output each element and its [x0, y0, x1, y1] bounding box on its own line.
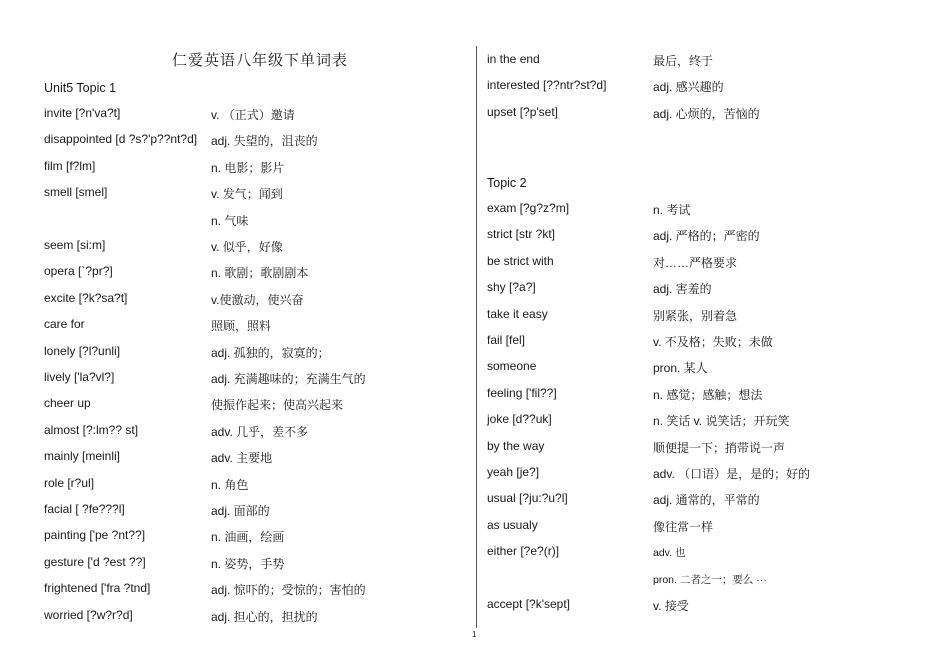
- vocab-word: seem [si:m]: [44, 238, 106, 252]
- vocab-word: in the end: [487, 52, 540, 66]
- vocab-word: excite [?k?sa?t]: [44, 290, 128, 305]
- vocab-word: film [f?lm]: [44, 158, 96, 173]
- vocab-definition: n. 气味: [211, 213, 249, 228]
- vocab-entry: [44, 449, 464, 467]
- vocab-entry: [487, 465, 907, 483]
- vocab-definition: n. 角色: [211, 477, 249, 492]
- vocab-word: take it easy: [487, 306, 548, 321]
- vocab-definition: adj. 心烦的，苦恼的: [653, 106, 760, 121]
- vocab-definition: v. 似乎，好像: [211, 240, 283, 254]
- vocab-entry: [487, 105, 907, 123]
- vocab-definition: n. 歌剧；歌剧剧本: [211, 266, 309, 281]
- unit-heading: Unit5 Topic 1: [44, 81, 117, 95]
- vocab-definition: pron. 某人: [653, 361, 708, 376]
- vocab-definition: 对……严格要求: [653, 255, 738, 270]
- vocab-word: care for: [44, 317, 85, 332]
- vocab-word: invite [?n'va?t]: [44, 106, 121, 120]
- vocab-word: frightened ['fra ?tnd]: [44, 581, 151, 596]
- vocab-definition: v.使激动，使兴奋: [211, 292, 304, 307]
- vocab-definition: adj. 失望的，沮丧的: [211, 134, 318, 149]
- vocab-word: smell [smel]: [44, 185, 108, 200]
- vocab-definition: n. 油画，绘画: [211, 530, 285, 545]
- vocab-definition: adj. 惊吓的；受惊的；害怕的: [211, 583, 366, 598]
- vocab-definition: v. 发气；闻到: [211, 187, 283, 202]
- vocab-definition: n. 感觉；感触；想法: [653, 387, 763, 402]
- vocab-word: mainly [meinli]: [44, 449, 121, 464]
- vocab-entry: [487, 518, 907, 536]
- vocab-word: shy [?a?]: [487, 280, 536, 295]
- vocab-entry: [487, 544, 907, 562]
- vocab-word: be strict with: [487, 253, 554, 268]
- vocab-word: worried [?w?r?d]: [44, 607, 133, 622]
- vocab-definition: adv. （口语）是，是的；好的: [653, 467, 811, 481]
- vocab-entry: [487, 52, 907, 70]
- vocab-word: accept [?k'sept]: [487, 597, 571, 611]
- vocab-definition: v. （正式）邀请: [211, 108, 295, 122]
- vocab-word: lively ['la?vl?]: [44, 370, 115, 384]
- vocab-entry: [44, 212, 464, 230]
- vocab-entry: [44, 476, 464, 494]
- vocab-definition: n. 考试: [653, 203, 691, 217]
- vocab-definition: v. 不及格；失败；未做: [653, 335, 773, 349]
- vocab-word: role [r?ul]: [44, 475, 95, 490]
- page-number: 1: [472, 630, 477, 639]
- vocab-entry: [487, 359, 907, 377]
- vocab-definition: 顺便提一下；捎带说一声: [653, 440, 786, 455]
- vocab-definition: adj. 严格的；严密的: [653, 229, 760, 244]
- vocab-entry: [44, 581, 464, 599]
- vocab-word: disappointed [d ?s?'p??nt?d]: [44, 132, 198, 147]
- vocab-entry: [44, 185, 464, 203]
- vocab-entry: [487, 439, 907, 457]
- vocab-word: painting ['pe ?nt??]: [44, 528, 146, 543]
- vocab-entry: [487, 386, 907, 404]
- vocab-entry: [44, 317, 464, 335]
- vocab-entry: [487, 78, 907, 96]
- vocab-entry: [487, 307, 907, 325]
- vocab-word: lonely [?l?unli]: [44, 343, 121, 358]
- vocab-definition: pron. 二者之一；要么 ···: [653, 573, 767, 586]
- vocab-definition: adj. 害羞的: [653, 282, 712, 297]
- vocab-definition: adj. 面部的: [211, 504, 270, 518]
- vocab-definition: adv. 也: [653, 547, 686, 560]
- vocab-definition: 最后，终于: [653, 54, 714, 68]
- vocab-definition: 像往常一样: [653, 519, 714, 534]
- vocab-word: feeling ['fil??]: [487, 385, 557, 400]
- vocab-entry: [44, 264, 464, 282]
- vocab-definition: n. 姿势，手势: [211, 556, 285, 571]
- vocab-definition: adj. 通常的，平常的: [653, 493, 760, 508]
- vocab-word: exam [?g?z?m]: [487, 201, 570, 215]
- vocab-word: upset [?p'set]: [487, 104, 559, 119]
- vocab-word: fail [fel]: [487, 333, 526, 347]
- vocab-definition: n. 电影；影片: [211, 160, 285, 175]
- vocab-word: as usualy: [487, 517, 538, 532]
- vocab-entry: [44, 238, 464, 256]
- vocab-entry: [487, 280, 907, 298]
- vocab-definition: v. 接受: [653, 599, 689, 613]
- vocab-entry: [44, 528, 464, 546]
- topic2-heading: Topic 2: [487, 176, 527, 190]
- vocab-definition: 别紧张，别着急: [653, 308, 738, 323]
- vocab-definition: adj. 担心的，担扰的: [211, 609, 318, 624]
- vocab-entry: [487, 412, 907, 430]
- vocab-entry: [487, 227, 907, 245]
- vocab-definition: n. 笑话 v. 说笑话；开玩笑: [653, 414, 790, 429]
- vocab-word: facial [ ?fe???l]: [44, 502, 125, 516]
- vocab-entry: [44, 502, 464, 520]
- vocab-word: gesture ['d ?est ??]: [44, 554, 146, 569]
- vocab-entry: [487, 597, 907, 615]
- vocab-entry: [44, 608, 464, 626]
- vocab-entry: [44, 132, 464, 150]
- vocab-entry: [487, 333, 907, 351]
- vocab-word: almost [?:lm?? st]: [44, 422, 139, 437]
- vocab-definition: adv. 几乎，差不多: [211, 424, 309, 439]
- vocab-word: opera [`?pr?]: [44, 264, 113, 279]
- vocab-definition: 使振作起来；使高兴起来: [211, 398, 344, 413]
- vocab-word: interested [??ntr?st?d]: [487, 78, 607, 93]
- vocab-definition: adv. 主要地: [211, 451, 273, 466]
- vocab-word: by the way: [487, 438, 545, 453]
- vocab-entry: [44, 396, 464, 414]
- vocab-word: someone: [487, 359, 537, 374]
- vocab-word: usual [?ju:?u?l]: [487, 491, 568, 506]
- vocab-entry: [44, 291, 464, 309]
- page-title: 仁爱英语八年级下单词表: [171, 52, 348, 69]
- vocab-entry: [44, 159, 464, 177]
- column-divider: [476, 46, 477, 628]
- vocab-entry: [44, 423, 464, 441]
- vocab-entry: [487, 571, 907, 589]
- vocab-definition: adj. 孤独的，寂寞的；: [211, 345, 330, 360]
- vocab-entry: [487, 491, 907, 509]
- vocab-definition: adj. 感兴趣的: [653, 80, 724, 95]
- vocab-entry: [487, 254, 907, 272]
- vocab-word: cheer up: [44, 396, 91, 411]
- vocab-entry: [44, 555, 464, 573]
- vocab-entry: [44, 370, 464, 388]
- vocab-definition: adj. 充满趣味的；充满生气的: [211, 372, 366, 386]
- vocab-word: strict [str ?kt]: [487, 227, 556, 242]
- vocab-entry: [44, 106, 464, 124]
- vocab-word: yeah [je?]: [487, 465, 540, 479]
- vocab-word: either [?e?(r)]: [487, 544, 560, 559]
- vocab-entry: [487, 201, 907, 219]
- vocab-definition: 照顾，照料: [211, 319, 272, 334]
- vocab-word: joke [d??uk]: [487, 412, 552, 427]
- vocab-entry: [44, 344, 464, 362]
